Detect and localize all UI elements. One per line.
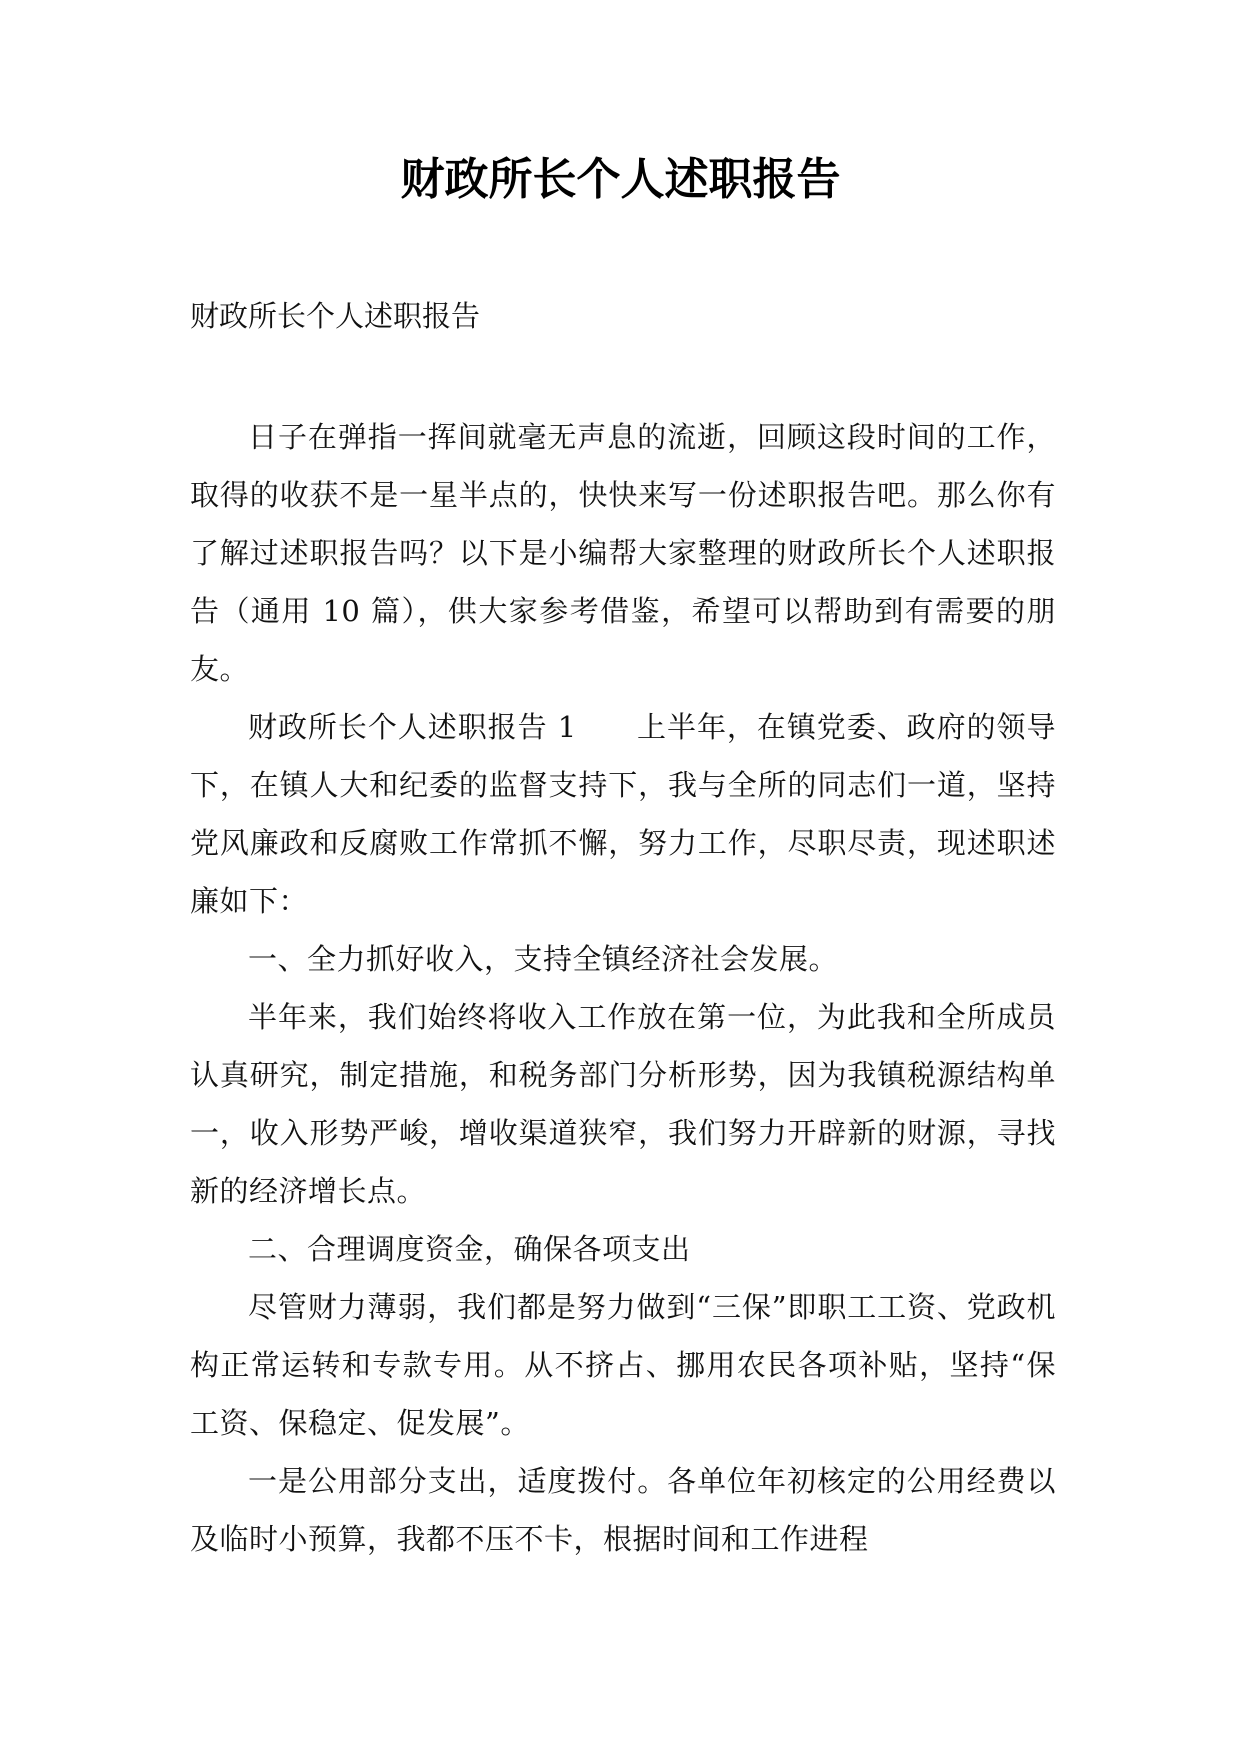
paragraph: 尽管财力薄弱，我们都是努力做到“三保”即职工工资、党政机构正常运转和专款专用。从不挤占、挪用农民各项补贴，坚持“保工资、保稳定、促发展”。 (190, 1290, 1056, 1440)
paragraph: 一是公用部分支出，适度拨付。各单位年初核定的公用经费以及临时小预算，我都不压不卡，根据时间和工作进程 (190, 1464, 1056, 1556)
document-title: 财政所长个人述职报告 (400, 154, 841, 205)
document-body (190, 408, 1056, 1568)
paragraph: 半年来，我们始终将收入工作放在第一位，为此我和全所成员认真研究，制定措施，和税务部门分析形势，因为我镇税源结构单一，收入形势严峻，增收渠道狭窄，我们努力开辟新的财源，寻找新的经济增长点。 (190, 1000, 1056, 1208)
paragraph: 日子在弹指一挥间就毫无声息的流逝，回顾这段时间的工作，取得的收获不是一星半点的，快快来写一份述职报告吧。那么你有了解过述职报告吗？以下是小编帮大家整理的财政所长个人述职报告（通用 10 篇），供大家参考借鉴，希望可以帮助到有需要的朋友。 (190, 420, 1056, 686)
document-subtitle: 财政所长个人述职报告 (190, 299, 481, 333)
paragraph: 财政所长个人述职报告 1 上半年，在镇党委、政府的领导下，在镇人大和纪委的监督支持下，我与全所的同志们一道，坚持党风廉政和反腐败工作常抓不懈，努力工作，尽职尽责，现述职述廉如下： (190, 710, 1056, 918)
section-heading: 一、全力抓好收入，支持全镇经济社会发展。 (248, 942, 839, 976)
section-heading: 二、合理调度资金，确保各项支出 (248, 1232, 691, 1266)
